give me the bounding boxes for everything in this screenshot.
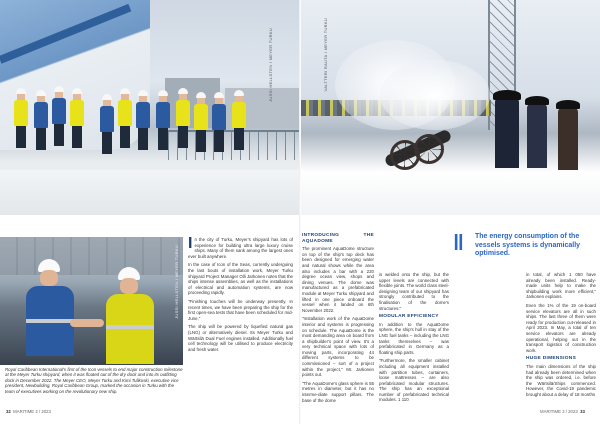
worker [34,90,48,150]
paragraph: "Furthermore, the smaller cabinet including all equipment installed with partition tubes, curtainers, loose mattresses – are also prefabricated modular structures. The ship has an exceptional number of prefabricated technical modules. 1 110 [379,358,449,403]
article-column-1 [188,237,293,355]
photo-credit: JUSSI HELLSTEN / MEYER TURKU [268,28,273,102]
tricorn-hat [525,96,549,105]
paragraph: "Installation work of the AquaDome interior and systems is progressing on schedule. The AquaDome is the most demanding area on board from a shipbuilder's point of view. It's a very technical space with lots of moving parts, incorporating 44 different systems to be commissioned – sort of a project within the project," Mr. Jarkonen points out. [302,316,374,378]
cannon-wheel [390,140,420,170]
worker [212,92,226,152]
uniformed-person [495,98,519,168]
photo-credit: JUSSI HELLSTEN / MEYER TURKU [174,245,179,319]
paragraph: The prominent AquaDome structure on top of the ship's top deck has been designed for emerging water and natural shows while the area also includes a bar with a 220 degree ocean view, shops and dining venues. The dome was manufactured as a prefabricated module at Meyer Turku shipyard and lifted in one piece onboard the vessel when it landed on 6th November 2022. [302,246,374,313]
page-number: 32 [6,409,11,414]
paragraph: "Finishing touches will be underway presently. In recent times, we have been preparing the ship for the first open-sea tests that have been scheduled for mid-June," [188,298,293,321]
publication-name: MARITIME 2 / 2023 [540,409,578,414]
article-column-3 [379,272,449,406]
paragraph: Even the 1% of the 19 on-board service elevators are all in such ships. The last three of them were ready for production cut-released in April 2023. In May, a total of ten service elevators are already operational, helping out in the transport logistics of construction work. [526,302,596,353]
worker [70,88,84,148]
uniformed-person [527,104,547,168]
worker [14,88,28,148]
photo-shipyard-group [0,0,299,215]
section-heading: MODULAR EFFICIENCY [379,314,439,320]
photo-handshake [0,237,183,365]
dock-wall [0,237,183,275]
cannon-smoke [380,60,490,130]
paragraph: "The AquaDome's glass sphere is 55 metres in diameter, but it has no interme-diate support pillars. The base of the dome [302,380,374,403]
worker [194,92,208,152]
paragraph: The main dimensions of the ship had already been determined when the ship was ordered, i.e. before the Wärtsilä/Ships commenced. However, the Covid-19 pandemic brought about a delay of 18 months [526,363,596,397]
photo-credit: VALTTERI RAUTA / MEYER TURKU [323,18,328,92]
worker [100,94,114,154]
section-heading: HUGE DIMENSIONS [526,356,577,362]
worker [176,88,190,148]
paragraph: The ship will be powered by liquefied natural gas (LNG) or alternatively diesel. Its Meyer Turku and Wärtsilä Dual Fuel engines installed. Additionally fuel cell technology will be utilised to produce electricity and fresh water. [188,324,293,352]
tricorn-hat [556,100,580,109]
paragraph: In the case of Icon of the Seas, currently undergoing the last bouts of installation work, Meyer Turku shipyard Project Manager Olli Jarkonen notes that the ships intense assemblies, as well as the installations of electrical and automation systems, are now proceeding rapidly. [188,262,293,296]
worker [118,88,132,148]
drop-cap: I [188,235,193,252]
footer-right [540,409,585,414]
article-column-2 [302,233,374,406]
uniformed-person [558,108,578,170]
footer-left [6,409,51,414]
quote-mark-icon: ‖ [453,230,464,255]
worker [52,86,66,146]
paragraph: n the city of Turku, Meyer's shipyard has lots of experience for building ultra large luxury cruise ships. Many of them sank among the largest ones ever built anywhere. [188,237,293,259]
handshake [70,319,104,327]
tricorn-hat [493,90,521,100]
publication-name: MARITIME 2 / 2023 [13,409,51,414]
worker [232,90,246,150]
paragraph: is welded onto the ship, but the upper levels are connected with flexible joints. The world class steel-designing team of our shipyard has strongly contributed to the finalisation of the dome's structures." [379,272,449,311]
section-heading: INTRODUCING THE AQUADOME [302,233,374,244]
worker [136,90,150,150]
article-column-4 [526,272,596,400]
quay-ground [0,170,299,215]
photo-caption: Royal Caribbean International's first of the Icon vessels to end major construction milestone at the Meyer Turku shipyard, when it was floated out of the dry dock and into its outfitting dock in December 2022. The Meyer CEO, Meyer Turku and Kimi Tulikoski, executive vice president, Newbuilding, Royal Caribbean Group, marked the occasion in Turku with the team of executives working on the revolutionary new ship. [5,367,183,394]
pull-quote-text: The energy consumption of the vessels systems is dynamically optimised. [475,233,581,258]
page-number: 33 [580,409,585,414]
paragraph: in total, of which 1 050 have already been installed. Ready-made units help to make the shipbuilding work more efficient," Jarkonen explains. [526,272,596,300]
paragraph: In addition to the AquaDome sphere, the ship's hull in stay of the LNG fuel tanks – including the LNG tanks themselves – was prefabricated in Germany as a floating ship parts. [379,321,449,355]
worker [156,90,170,150]
